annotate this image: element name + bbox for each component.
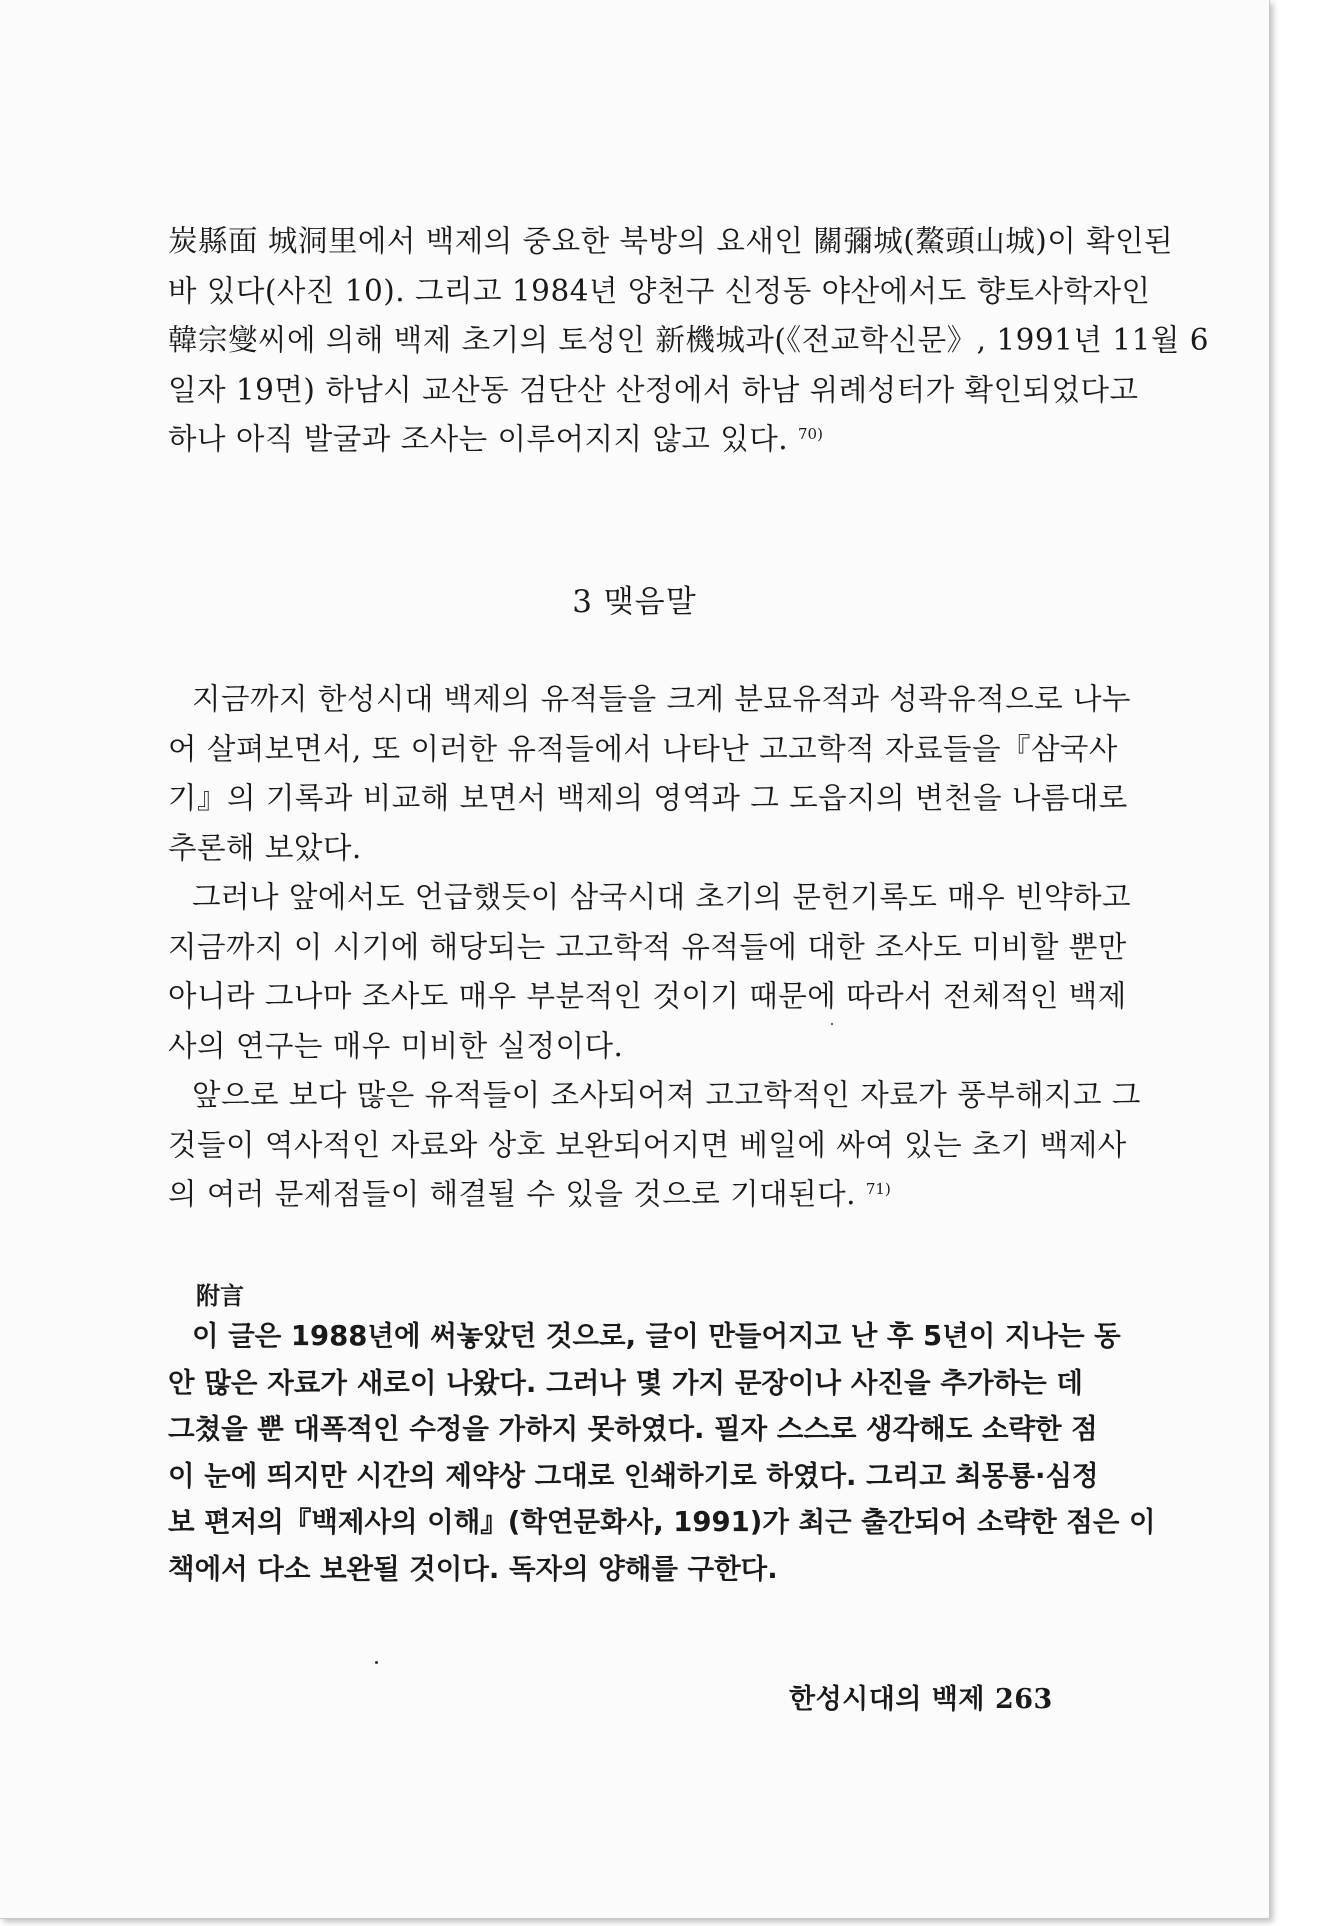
postscript-title: 附言	[196, 1281, 244, 1310]
postscript-body	[168, 1313, 1156, 1592]
running-title: 한성시대의 백제	[789, 1684, 985, 1715]
paragraph-2-line: 그러나 앞에서도 언급했듯이 삼국시대 초기의 문헌기록도 매우 빈약하고	[192, 880, 1132, 914]
footnote-ref-70: 70)	[797, 425, 823, 443]
paragraph-2-line: 추론해 보았다.	[168, 830, 362, 865]
page-number: 263	[994, 1684, 1053, 1715]
paragraph-2-line: 것들이 역사적인 자료와 상호 보완되어지면 베일에 싸여 있는 초기 백제사	[168, 1127, 1127, 1162]
page-footer	[789, 1677, 1053, 1716]
paragraph-1-line: 일자 19면) 하남시 교산동 검단산 산정에서 하남 위례성터가 확인되었다고	[168, 372, 1139, 407]
scan-speck	[375, 1661, 378, 1664]
scan-speck	[831, 1023, 833, 1025]
paragraph-2-last-line	[168, 1170, 1083, 1220]
postscript-line: 안 많은 자료가 새로이 나왔다. 그러나 몇 가지 문장이나 사진을 추가하는 데	[168, 1366, 1083, 1399]
paragraph-1-last-line	[168, 415, 1083, 465]
paragraph-1	[168, 217, 1209, 465]
paragraph-2-line: 아니라 그나마 조사도 매우 부분적인 것이기 때문에 따라서 전체적인 백제	[168, 979, 1127, 1013]
paragraph-1-line: 하나 아직 발굴과 조사는 이루어지지 않고 있다.	[168, 422, 789, 456]
paragraph-2	[168, 675, 1141, 1220]
postscript-line: 이 글은 1988년에 써놓았던 것으로, 글이 만들어지고 난 후 5년이 지나는 동	[192, 1320, 1121, 1352]
section-heading: 3 맺음말	[572, 584, 697, 620]
paragraph-2-line: 기』의 기록과 비교해 보면서 백제의 영역과 그 도읍지의 변천을 나름대로	[168, 781, 1128, 815]
paragraph-1-line: 炭縣面 城洞里에서 백제의 중요한 북방의 요새인 關彌城(鰲頭山城)이 확인된	[168, 224, 1174, 258]
footnote-ref-71: 71)	[865, 1180, 891, 1198]
paragraph-2-line: 사의 연구는 매우 미비한 실정이다.	[168, 1028, 624, 1063]
paragraph-2-line: 지금까지 이 시기에 해당되는 고고학적 유적들에 대한 조사도 미비할 뿐만	[168, 929, 1127, 964]
paragraph-2-line: 의 여러 문제점들이 해결될 수 있을 것으로 기대된다.	[168, 1177, 856, 1211]
paragraph-1-line: 韓宗燮씨에 의해 백제 초기의 토성인 新機城과(《전교학신문》, 1991년 11월 6	[168, 323, 1209, 357]
postscript-line: 이 눈에 띄지만 시간의 제약상 그대로 인쇄하기로 하였다. 그리고 최몽룡·심정	[168, 1459, 1099, 1492]
postscript-line: 그쳤을 뿐 대폭적인 수정을 가하지 못하였다. 필자 스스로 생각해도 소략한 점	[168, 1413, 1098, 1445]
postscript-line: 보 편저의『백제사의 이해』(학연문화사, 1991)가 최근 출간되어 소략한 점은 이	[168, 1506, 1156, 1538]
paragraph-2-line: 어 살펴보면서, 또 이러한 유적들에서 나타난 고고학적 자료들을『삼국사	[168, 731, 1118, 766]
postscript-line: 책에서 다소 보완될 것이다. 독자의 양해를 구한다.	[168, 1552, 778, 1585]
paragraph-1-line: 바 있다(사진 10). 그리고 1984년 양천구 신정동 야산에서도 향토사학자인	[168, 273, 1151, 308]
paragraph-2-line: 앞으로 보다 많은 유적들이 조사되어져 고고학적인 자료가 풍부해지고 그	[192, 1078, 1141, 1112]
paragraph-2-line: 지금까지 한성시대 백제의 유적들을 크게 분묘유적과 성곽유적으로 나누	[192, 682, 1132, 716]
